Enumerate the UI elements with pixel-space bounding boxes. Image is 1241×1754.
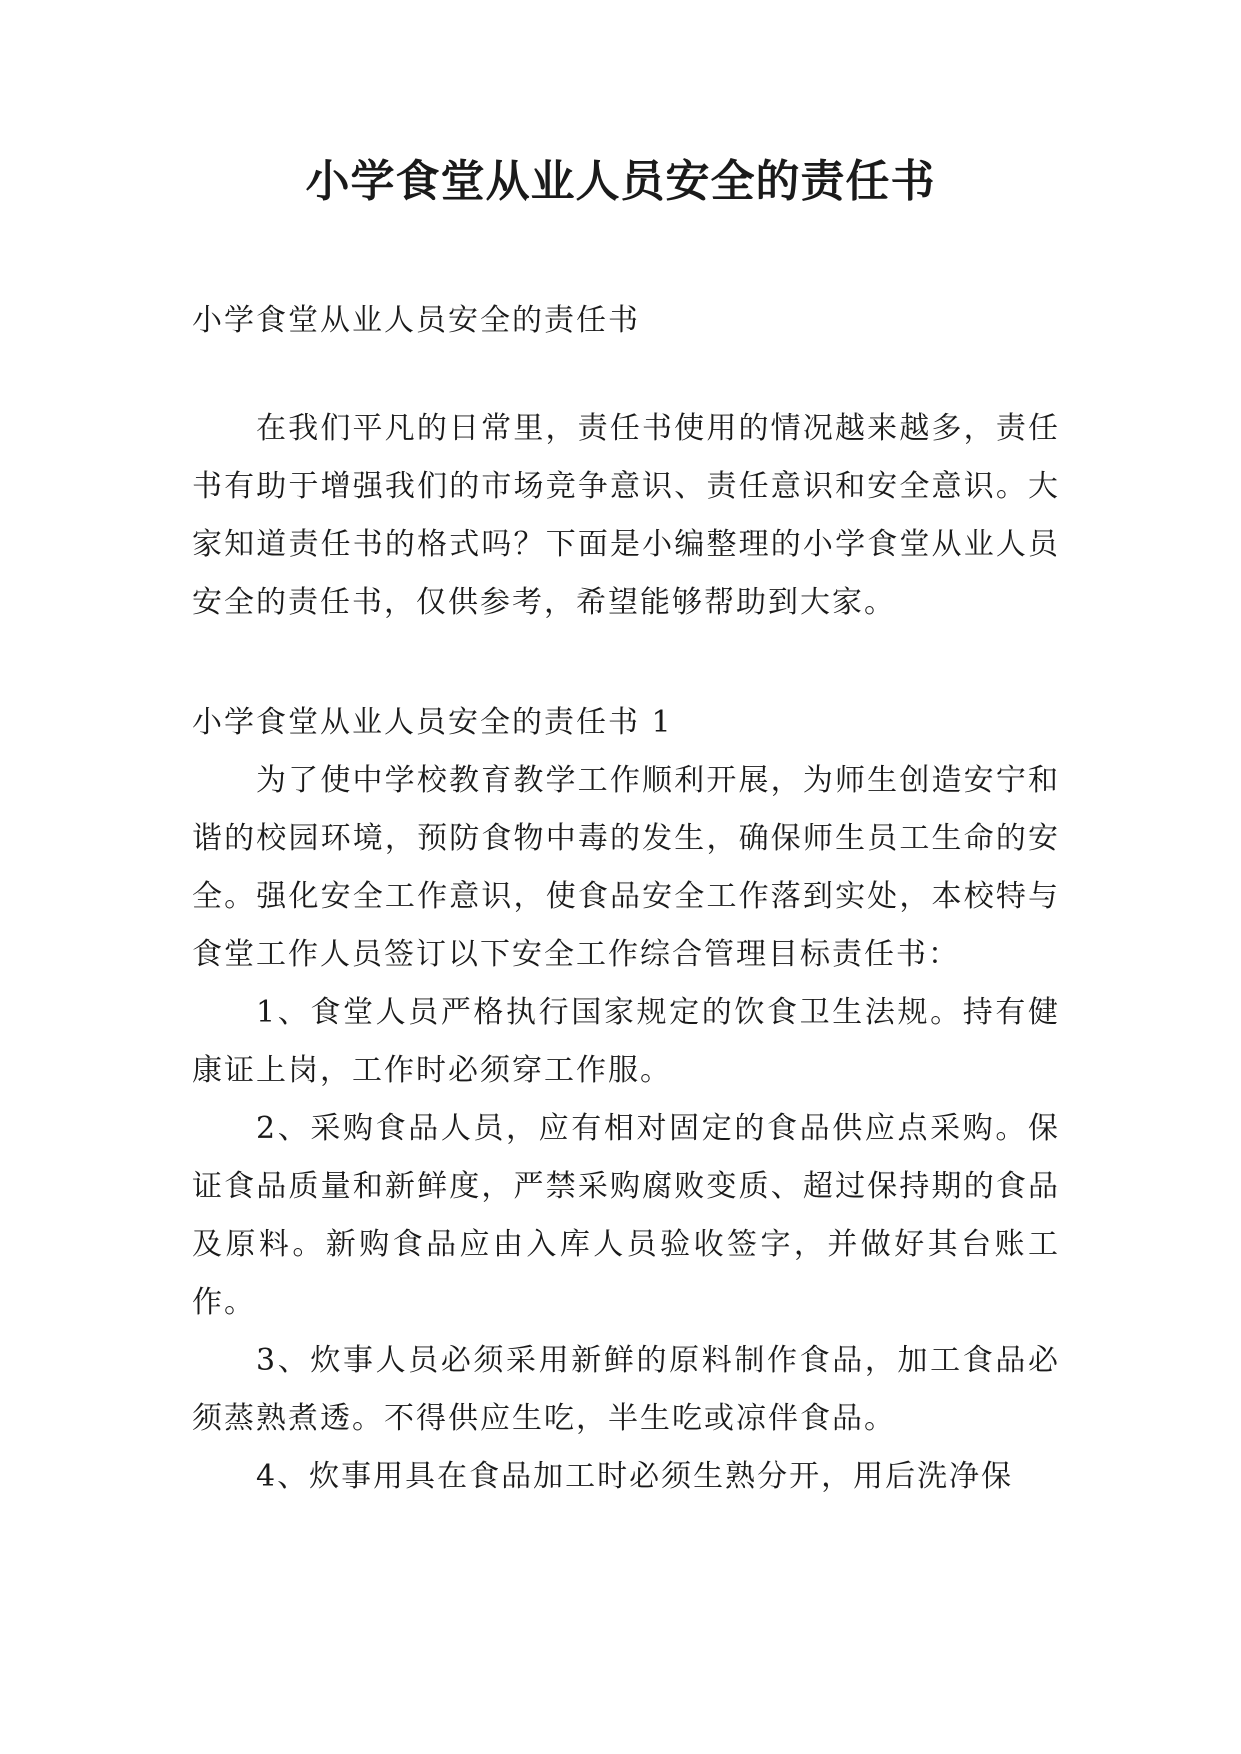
intro-paragraph: 在我们平凡的日常里，责任书使用的情况越来越多，责任书有助于增强我们的市场竞争意识、责任意识和安全意识。大家知道责任书的格式吗？下面是小编整理的小学食堂从业人员安全的责任书，仅供参考，希望能够帮助到大家。 bbox=[192, 411, 1060, 620]
intro-block bbox=[192, 400, 1060, 632]
section-heading: 小学食堂从业人员安全的责任书 1 bbox=[192, 705, 673, 740]
document-subtitle: 小学食堂从业人员安全的责任书 bbox=[192, 303, 640, 338]
section-paragraph: 为了使中学校教育教学工作顺利开展，为师生创造安宁和谐的校园环境，预防食物中毒的发生，确保师生员工生命的安全。强化安全工作意识，使食品安全工作落到实处，本校特与食堂工作人员签订以下安全工作综合管理目标责任书： bbox=[192, 763, 1060, 972]
section-paragraph: 2、采购食品人员，应有相对固定的食品供应点采购。保证食品质量和新鲜度，严禁采购腐败变质、超过保持期的食品及原料。新购食品应由入库人员验收签字，并做好其台账工作。 bbox=[192, 1111, 1060, 1320]
document-title: 小学食堂从业人员安全的责任书 bbox=[305, 156, 936, 207]
section-paragraph: 3、炊事人员必须采用新鲜的原料制作食品，加工食品必须蒸熟煮透。不得供应生吃，半生吃或凉伴食品。 bbox=[192, 1343, 1060, 1436]
section-1 bbox=[192, 694, 1060, 1506]
section-paragraph: 1、食堂人员严格执行国家规定的饮食卫生法规。持有健康证上岗，工作时必须穿工作服。 bbox=[192, 995, 1060, 1088]
section-paragraph: 4、炊事用具在食品加工时必须生熟分开，用后洗净保 bbox=[256, 1459, 1014, 1494]
